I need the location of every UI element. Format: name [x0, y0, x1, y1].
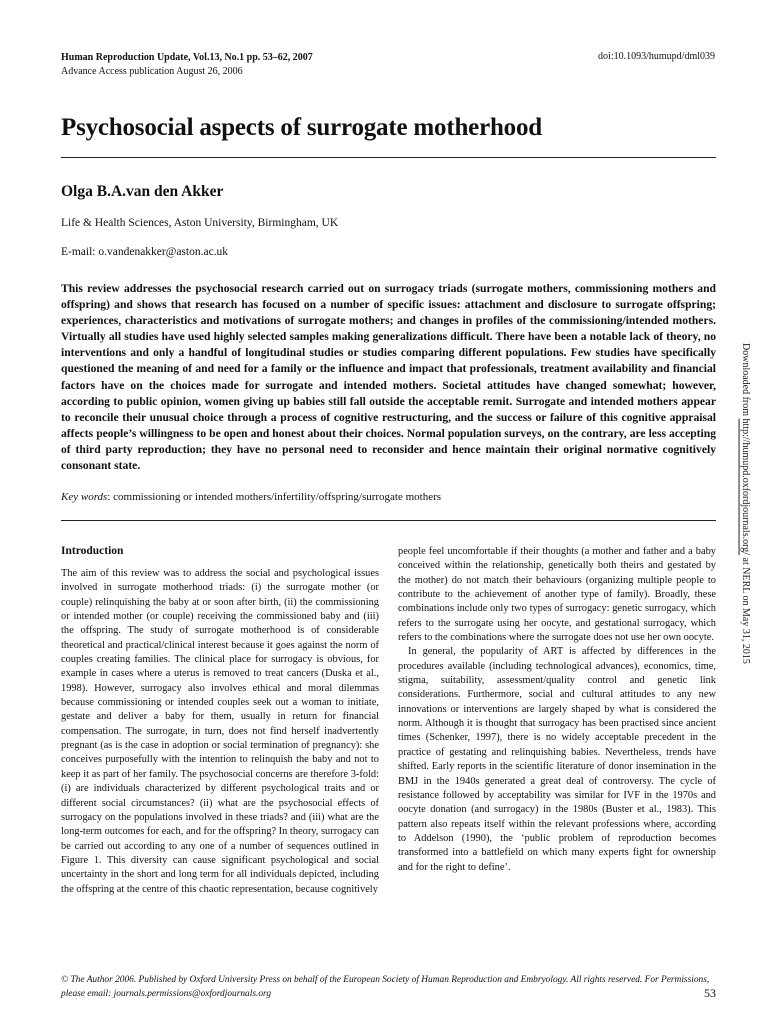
author-name: Olga B.A.van den Akker: [61, 183, 224, 200]
page-number: 53: [704, 986, 716, 1000]
copyright-footer: © The Author 2006. Published by Oxford University Press on behalf of the European Society of Human Reproduction and Embryology. All rights reserved. For Permissions, please email: journals.permissions@oxfordjournals.org: [61, 975, 710, 999]
author-email: E-mail: o.vandenakker@aston.ac.uk: [61, 246, 229, 258]
body-column-left: [61, 543, 379, 897]
download-prefix: Downloaded from: [740, 343, 751, 419]
body-paragraph: The aim of this review was to address the social and psychological issues involved in surrogate motherhood triads: (i) the surrogate mother (or couple) relinquishing the baby at or soon after birth, (ii) the commissioning or intended mother (or couple) receiving the commissioned baby and (iii) the offspring. The study of surrogate motherhood is of considerable theoretical and practical/clinical interest because it goes against the norm of couples creating families. The clinical place for surrogacy is obvious, for example in cases where a uterus is removed to treat cancers (Duska et al., 1998). However, surrogacy also involves ethical and moral dilemmas because commissioning or intended couples seek out a woman to initiate, gestate and deliver a baby for them, usually in return for financial compensation. The surrogate, in turn, does not find herself inadvertently pregnant (as is the case in adoption or social termination of pregnancy): she conceives purposefully with the intention to relinquish the baby and not to keep it as part of her family. The psychosocial concerns are therefore 3-fold: (i) are individuals characterized by different psychological traits and or different social circumstances? (ii) what are the psychosocial effects of surrogacy on the populations involved in these triads? and (iii) what are the long-term outcomes for each, and for the offspring? In theory, surrogacy can be carried out according to any one of a number of sequences outlined in Figure 1. This diversity can cause significant psychological and social uncertainty in the short and long term for all individuals depicted, including the offspring at the centre of this chaotic representation, because cognitively: [61, 568, 379, 895]
download-watermark: [740, 343, 751, 664]
advance-access-note: Advance Access publication August 26, 2006: [61, 66, 243, 77]
keywords-rule: [61, 520, 716, 521]
keywords-text: : commissioning or intended mothers/infertility/offspring/surrogate mothers: [107, 491, 442, 503]
section-heading-introduction: Introduction: [61, 545, 124, 557]
body-column-right: [398, 545, 716, 875]
journal-header: [61, 51, 313, 79]
body-paragraph: people feel uncomfortable if their thoughts (a mother and father and a baby conceived within the relationship, genetically both theirs and gestated by the mother) do not match their behaviours (organizing multiple people to contribute to the achievement of another type of family). Broadly, these combinations include only two types of surrogacy: genetic surrogacy, which refers to the surrogate using her oocyte, and gestational surrogacy, which refers to the combinations where the surrogate does not use her own oocyte.: [398, 546, 716, 644]
journal-citation: Human Reproduction Update, Vol.13, No.1 pp. 53–62, 2007: [61, 52, 313, 63]
abstract: This review addresses the psychosocial research carried out on surrogacy triads (surrogate mothers, commissioning mothers and offspring) and shows that research has focused on a number of specific issues: attachment and disclosure to surrogate offspring; experiences, characteristics and motivations of surrogate mothers; and changes in profiles of the commissioning/intended mothers. Virtually all studies have used highly selected samples making generalizations difficult. There have been a notable lack of theory, no interventions and only a handful of longitudinal studies or studies comparing different populations. Few studies have specifically questioned the meaning of and need for a family or the influence and impact that professionals, treatment availability and financial factors have on the choices made for surrogate and intended mothers. Societal attitudes have changed somewhat; however, according to public opinion, women giving up babies still fall outside the acceptable remit. Surrogate and intended mothers appear to reconcile their unusual choice through a process of cognitive restructuring, and the success or failure of this cognitive appraisal affects people’s willingness to be open and honest about their choices. Normal population surveys, on the contrary, are less accepting of third party reproduction; they have no personal need to reconsider and hence maintain their original normative cognitively consonant state.: [61, 282, 716, 473]
author-affiliation: Life & Health Sciences, Aston University, Birmingham, UK: [61, 217, 339, 229]
download-link[interactable]: http://humupd.oxfordjournals.org/: [740, 418, 751, 556]
body-paragraph: In general, the popularity of ART is affected by differences in the procedures available (including technological advances), economics, time, stigma, suitability, assessment/quality control and genetic link considerations. Furthermore, social and cultural attitudes to any new innovations or interventions are largely shaped by what is considered the norm. Although it is thought that surrogacy has been practised since ancient times (Schenker, 1997), there is no widely acceptable precedent in the practice of gestating and relinquishing babies. Nevertheless, trends have shifted. Early reports in the scientific literature of donor insemination in the BMJ in the 1940s generated a great deal of controversy. The cycle of resistance followed by acceptability was similar for IVF in the 1970s and oocyte donation (and surrogacy) in the 1980s (Buster et al., 1983). This pattern also repeats itself within the relevant professions where, according to Addelson (1990), the ‘public problem of reproduction becomes transformed into a battlefield on which many experts fight for ownership and for the right to define’.: [398, 646, 716, 873]
keywords: [61, 491, 441, 503]
title-rule: [61, 157, 716, 158]
article-title: Psychosocial aspects of surrogate motherhood: [61, 114, 542, 141]
keywords-label: Key words: [61, 491, 108, 503]
download-suffix: at NERL on May 31, 2015: [740, 555, 751, 664]
doi: doi:10.1093/humupd/dml039: [598, 51, 715, 62]
